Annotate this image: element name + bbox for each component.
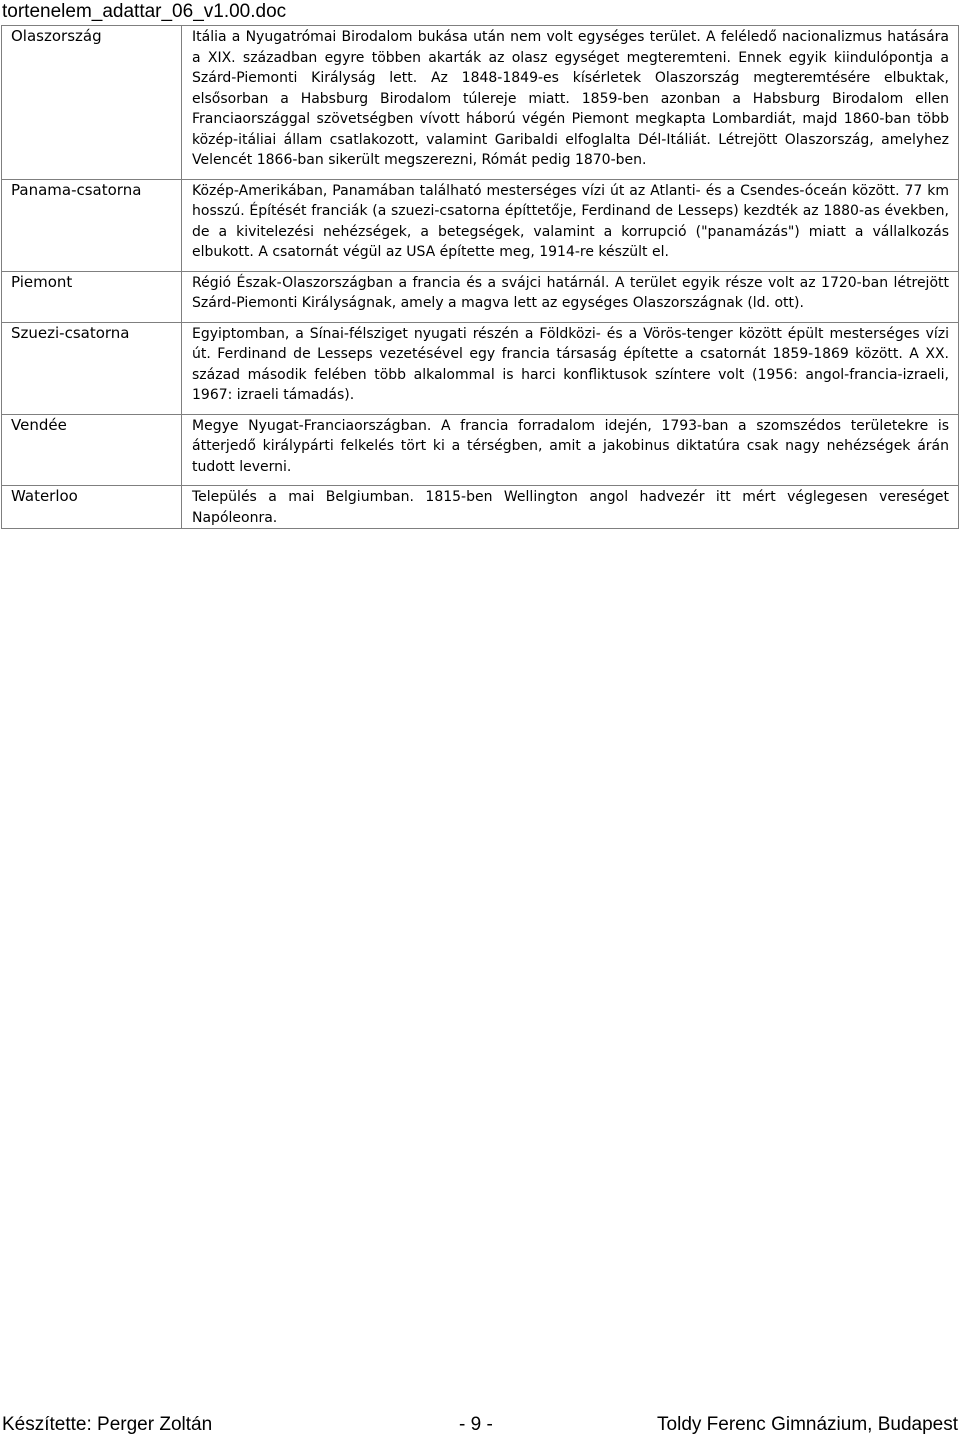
footer-school: Toldy Ferenc Gimnázium, Budapest [657, 1414, 958, 1435]
glossary-definition: Itália a Nyugatrómai Birodalom bukása után nem volt egységes terület. A feléledő nacionalizmus hatására a XIX. században egyre többen akarták az olasz egységet megteremteni. Ennek egyik kiindulópontja a Szárd-Piemonti Királyság lett. Az 1848-1849-es kísérletek Olaszország megteremtésére elbuktak, elsősorban a Habsburg Birodalom túlereje miatt. 1859-ben azonban a Habsburg Birodalom ellen Franciaországgal szövetségben vívott háború végén Piemont megkapta Lombardiát, majd 1860-ban több közép-itáliai állam csatlakozott, valamint Garibaldi elfoglalta Dél-Itáliát. Létrejött Olaszország, amelyhez Velencét 1866-ban sikerült megszerezni, Rómát pedig 1870-ben. [182, 26, 959, 180]
glossary-table [1, 25, 959, 529]
glossary-row-vendee [2, 414, 959, 486]
glossary-term: Olaszország [2, 26, 182, 180]
glossary-term: Panama-csatorna [2, 179, 182, 271]
glossary-term: Piemont [2, 271, 182, 322]
glossary-row-waterloo [2, 486, 959, 529]
glossary-term: Vendée [2, 414, 182, 486]
document-title: tortenelem_adattar_06_v1.00.doc [2, 1, 287, 22]
glossary-row-panama-csatorna [2, 179, 959, 271]
glossary-row-piemont [2, 271, 959, 322]
glossary-term: Szuezi-csatorna [2, 322, 182, 414]
footer-author: Készítette: Perger Zoltán [2, 1414, 213, 1435]
glossary-definition: Egyiptomban, a Sínai-félsziget nyugati részén a Földközi- és a Vörös-tenger között épült mesterséges vízi út. Ferdinand de Lesseps vezetésével egy francia társaság építette a csatornát 1859-1869 között. A XX. század második felében több alkalommal is harci konfliktusok színtere volt (1956: angol-francia-izraeli, 1967: izraeli támadás). [182, 322, 959, 414]
footer-page-number: - 9 - [459, 1414, 493, 1435]
glossary-table-body [2, 26, 959, 529]
glossary-definition: Régió Észak-Olaszországban a francia és a svájci határnál. A terület egyik része volt az 1720-ban létrejött Szárd-Piemonti Királyságnak, amely a magva lett az egységes Olaszországnak (ld. ott). [182, 271, 959, 322]
glossary-row-szuezi-csatorna [2, 322, 959, 414]
glossary-definition: Település a mai Belgiumban. 1815-ben Wellington angol hadvezér itt mért véglegesen vereséget Napóleonra. [182, 486, 959, 529]
glossary-definition: Közép-Amerikában, Panamában található mesterséges vízi út az Atlanti- és a Csendes-óceán között. 77 km hosszú. Építését franciák (a szuezi-csatorna építtetője, Ferdinand de Lesseps) kezdték az 1880-as években, de a kivitelezési nehézségek, a betegségek, valamint a korrupció ("panamázás") miatt a vállalkozás elbukott. A csatornát végül az USA építette meg, 1914-re készült el. [182, 179, 959, 271]
glossary-definition: Megye Nyugat-Franciaországban. A francia forradalom idején, 1793-ban a szomszédos területekre is átterjedő királypárti felkelés tört ki a térségben, amit a jakobinus diktatúra csak nagy nehézségek árán tudott leverni. [182, 414, 959, 486]
glossary-row-olaszorszag [2, 26, 959, 180]
page-footer [0, 1414, 960, 1436]
glossary-term: Waterloo [2, 486, 182, 529]
